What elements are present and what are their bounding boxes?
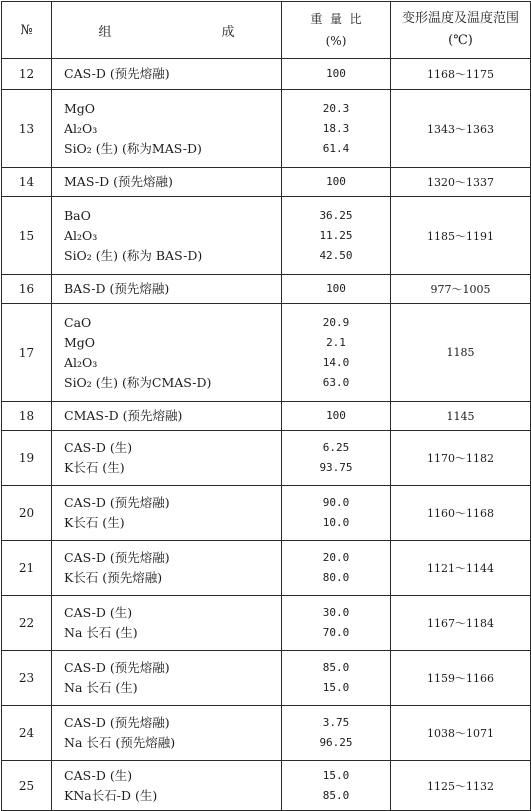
component-name: SiO₂ (生) (称为MAS-D) [64,140,202,156]
component-name: CAS-D (预先熔融) [64,715,170,730]
component-ratio: 20.9 [322,315,350,329]
component-ratio: 2.1 [326,335,346,349]
component-ratio: 36.25 [319,208,353,222]
header-range-title: 变形温度及温度范围 [401,11,519,26]
table-body [2,59,531,811]
table-row [2,486,531,541]
composition-cell [52,431,282,486]
temperature-range: 1343～1363 [391,90,531,168]
row-number: 15 [2,197,52,275]
component-name: BAS-D (预先熔融) [64,281,170,296]
weight-ratio-cell [282,761,391,811]
component-ratio: 18.3 [322,121,350,135]
table-row [2,596,531,651]
composition-cell [52,197,282,275]
component-name: CAS-D (生) [64,605,133,620]
temperature-range: 1185～1191 [391,197,531,275]
component-name: Al₂O₃ [64,120,98,136]
temperature-range: 1167～1184 [391,596,531,651]
temperature-range: 1159～1166 [391,651,531,706]
weight-ratio-cell [282,431,391,486]
component-name: CMAS-D (预先熔融) [64,408,183,423]
table-row [2,431,531,486]
component-ratio: 96.25 [319,736,353,749]
table-row [2,90,531,168]
component-name: K长石 (预先熔融) [64,570,163,585]
component-name: Al₂O₃ [64,227,98,243]
temperature-range: 977～1005 [391,275,531,304]
component-name: CAS-D (预先熔融) [64,66,170,81]
table-row [2,275,531,304]
composition-cell [52,402,282,431]
component-name: Na 长石 (生) [64,625,138,640]
weight-ratio-cell [282,59,391,90]
weight-ratio-cell [282,486,391,541]
temperature-range: 1145 [391,402,531,431]
composition-cell [52,541,282,596]
component-name: MAS-D (预先熔融) [64,174,173,189]
composition-cell [52,761,282,811]
row-number: 17 [2,304,52,402]
component-ratio: 20.3 [322,101,350,115]
temperature-range: 1320～1337 [391,168,531,197]
component-name: CAS-D (生) [64,767,133,783]
composition-cell [52,596,282,651]
component-name: CAS-D (预先熔融) [64,495,170,510]
component-ratio: 30.0 [322,606,350,619]
table-row [2,706,531,761]
table-row [2,761,531,811]
component-ratio: 70.0 [322,626,350,639]
component-ratio: 63.0 [322,375,350,389]
temperature-range: 1185 [391,304,531,402]
component-ratio: 80.0 [322,571,350,584]
table-row [2,402,531,431]
header-composition-part-a: 组 [98,24,112,40]
composition-cell [52,486,282,541]
row-number: 16 [2,275,52,304]
composition-cell [52,651,282,706]
component-name: CAS-D (预先熔融) [64,660,170,675]
component-ratio: 11.25 [319,228,353,242]
row-number: 14 [2,168,52,197]
composition-cell [52,90,282,168]
row-number: 12 [2,59,52,90]
weight-ratio-cell [282,596,391,651]
component-name: Na 长石 (生) [64,680,138,695]
composition-cell [52,275,282,304]
composition-cell [52,304,282,402]
row-number: 24 [2,706,52,761]
temperature-range: 1170～1182 [391,431,531,486]
component-name: CAS-D (生) [64,440,133,455]
component-name: MgO [64,100,96,116]
weight-ratio-cell [282,197,391,275]
row-number: 19 [2,431,52,486]
weight-ratio-cell [282,651,391,706]
component-name: SiO₂ (生) (称为CMAS-D) [64,374,212,390]
row-number: 18 [2,402,52,431]
component-ratio: 42.50 [319,248,353,262]
row-number: 13 [2,90,52,168]
component-name: BaO [64,207,91,223]
row-number: 25 [2,761,52,811]
component-ratio: 3.75 [322,716,350,729]
component-ratio: 85.0 [322,661,350,674]
composition-table [1,1,531,811]
temperature-range: 1125～1132 [391,761,531,811]
header-no: № [2,2,52,59]
component-name: Al₂O₃ [64,354,98,370]
weight-ratio-cell [282,90,391,168]
header-range-unit: (℃) [448,33,473,48]
table-row [2,304,531,402]
component-ratio: 85.0 [322,788,350,802]
composition-cell [52,59,282,90]
header-ratio [282,2,391,59]
component-ratio: 20.0 [322,551,350,564]
table-row [2,541,531,596]
weight-ratio-cell [282,275,391,304]
row-number: 21 [2,541,52,596]
component-ratio: 15.0 [322,768,350,782]
header-composition [52,2,282,59]
header-composition-part-b: 成 [221,24,235,40]
temperature-range: 1121～1144 [391,541,531,596]
component-ratio: 15.0 [322,681,350,694]
weight-ratio-cell [282,168,391,197]
component-ratio: 90.0 [322,496,350,509]
table-row [2,651,531,706]
component-name: CaO [64,314,92,330]
row-number: 20 [2,486,52,541]
temperature-range: 1168～1175 [391,59,531,90]
row-number: 23 [2,651,52,706]
component-ratio: 10.0 [322,516,350,529]
component-name: CAS-D (预先熔融) [64,550,170,565]
table-row [2,197,531,275]
component-name: KNa长石-D (生) [64,787,158,803]
header-row [2,2,531,59]
temperature-range: 1160～1168 [391,486,531,541]
temperature-range: 1038～1071 [391,706,531,761]
component-name: SiO₂ (生) (称为 BAS-D) [64,247,203,263]
weight-ratio-cell [282,541,391,596]
component-ratio: 100 [326,409,346,422]
component-name: Na 长石 (预先熔融) [64,735,176,750]
component-ratio: 93.75 [319,461,353,474]
composition-cell [52,706,282,761]
component-ratio: 100 [326,175,346,188]
component-name: K长石 (生) [64,515,125,530]
component-ratio: 6.25 [322,441,350,454]
row-number: 22 [2,596,52,651]
composition-cell [52,168,282,197]
header-ratio-title: 重 量 比 [310,12,362,26]
table-row [2,168,531,197]
component-name: MgO [64,334,96,350]
component-ratio: 61.4 [322,141,350,155]
header-range [391,2,531,59]
table-row [2,59,531,90]
weight-ratio-cell [282,402,391,431]
component-ratio: 14.0 [322,355,350,369]
weight-ratio-cell [282,706,391,761]
component-ratio: 100 [326,282,346,295]
weight-ratio-cell [282,304,391,402]
header-ratio-unit: (%) [325,34,347,48]
component-name: K长石 (生) [64,460,125,475]
component-ratio: 100 [326,67,346,80]
